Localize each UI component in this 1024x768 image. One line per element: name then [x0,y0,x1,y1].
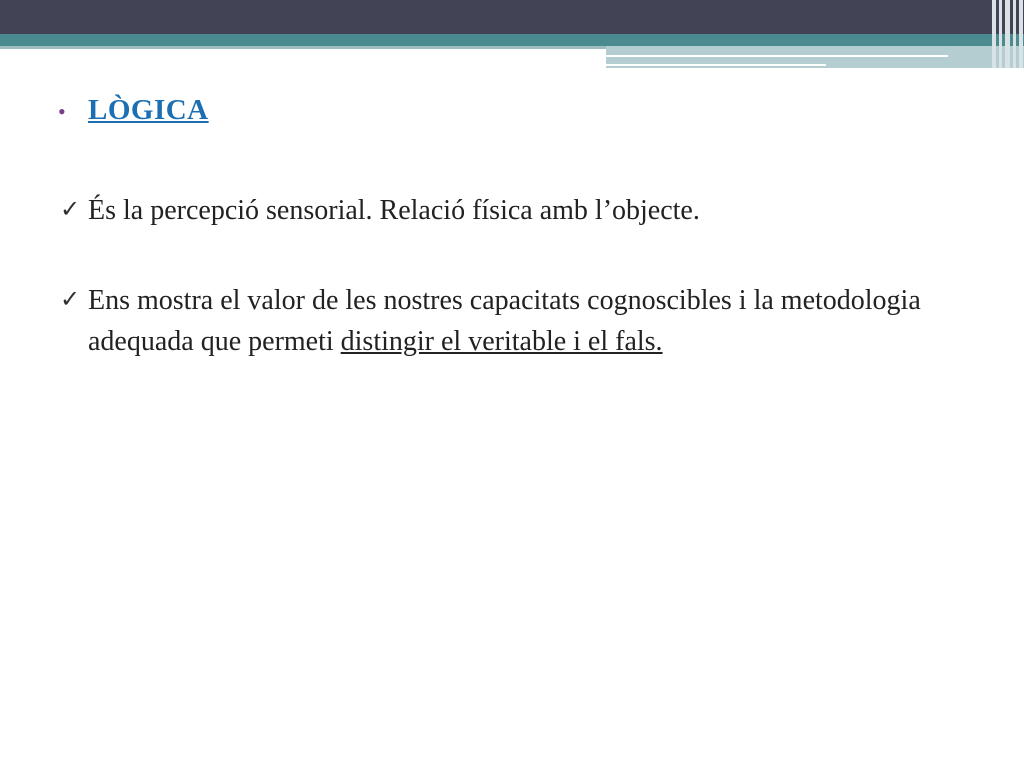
header-dark-band [0,0,1024,34]
list-item [60,190,980,231]
checkmark-icon: ✓ [60,197,81,223]
header-teal-band [0,34,1024,46]
header-thin-line [0,46,606,49]
header-accent-line [606,64,826,66]
list-item-text-underlined: distingir el veritable i el fals. [340,326,663,357]
header-accent-line [606,55,948,57]
header-stripes [990,0,1024,68]
list-item [60,280,980,362]
list-item-text-plain: Ens mostra el valor de les nostres capacitats cognoscibles i la metodologia adequada que permeti [88,285,921,357]
bullet-icon: • [58,99,66,124]
list-item-text [88,280,980,362]
heading-row [58,90,209,132]
list-item-text: És la percepció sensorial. Relació física amb l’objecte. [88,195,700,226]
heading-link[interactable]: LÒGICA [88,94,209,126]
checkmark-icon: ✓ [60,287,81,313]
